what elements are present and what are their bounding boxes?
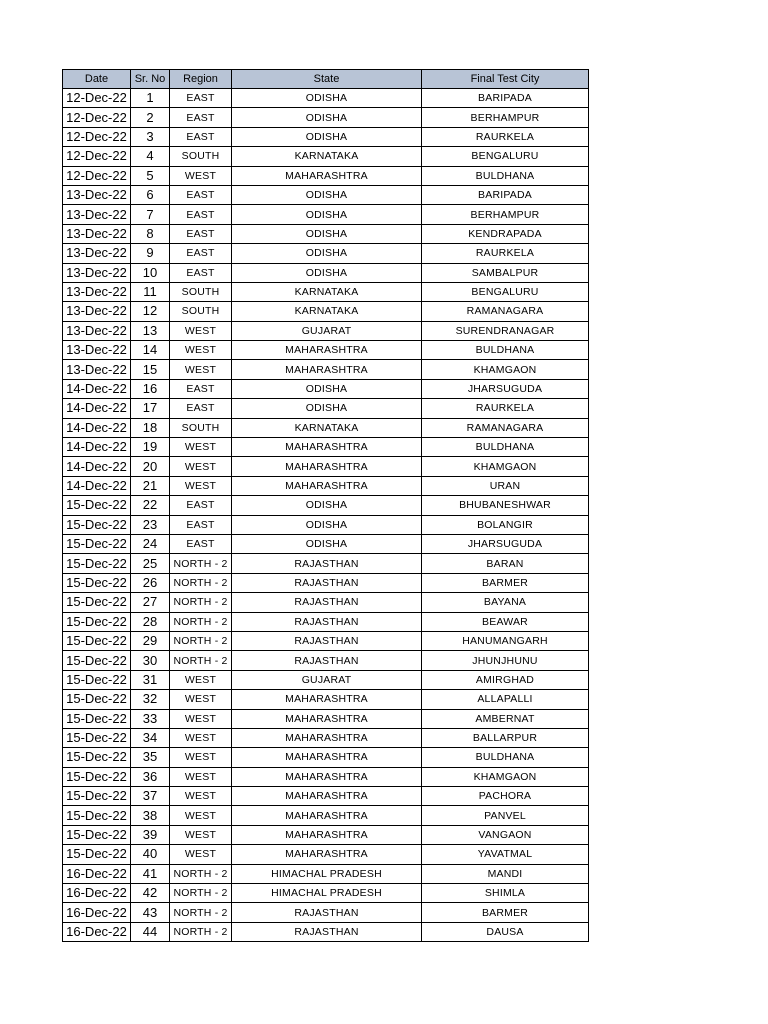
state-cell: RAJASTHAN	[232, 612, 422, 631]
table-row	[63, 922, 589, 941]
date-cell: 12-Dec-22	[63, 166, 131, 185]
table-row	[63, 89, 589, 108]
state-cell: MAHARASHTRA	[232, 438, 422, 457]
state-cell: ODISHA	[232, 515, 422, 534]
state-cell: MAHARASHTRA	[232, 709, 422, 728]
sr-no-cell: 2	[131, 108, 170, 127]
sr-no-cell: 1	[131, 89, 170, 108]
sr-no-cell: 16	[131, 379, 170, 398]
state-cell: HIMACHAL PRADESH	[232, 884, 422, 903]
date-cell: 15-Dec-22	[63, 670, 131, 689]
region-cell: SOUTH	[170, 302, 232, 321]
date-cell: 14-Dec-22	[63, 379, 131, 398]
city-cell: SHIMLA	[422, 884, 589, 903]
sr-no-cell: 33	[131, 709, 170, 728]
city-cell: BALLARPUR	[422, 728, 589, 747]
region-cell: SOUTH	[170, 282, 232, 301]
sr-no-cell: 22	[131, 496, 170, 515]
table-row	[63, 321, 589, 340]
sr-no-cell: 18	[131, 418, 170, 437]
date-cell: 13-Dec-22	[63, 282, 131, 301]
date-cell: 12-Dec-22	[63, 147, 131, 166]
table-row	[63, 903, 589, 922]
date-cell: 15-Dec-22	[63, 748, 131, 767]
table-row	[63, 767, 589, 786]
sr-no-cell: 40	[131, 845, 170, 864]
date-cell: 15-Dec-22	[63, 573, 131, 592]
city-cell: KHAMGAON	[422, 767, 589, 786]
region-cell: NORTH - 2	[170, 631, 232, 650]
city-cell: JHARSUGUDA	[422, 379, 589, 398]
city-cell: BENGALURU	[422, 282, 589, 301]
date-cell: 13-Dec-22	[63, 321, 131, 340]
city-cell: RAMANAGARA	[422, 302, 589, 321]
date-cell: 14-Dec-22	[63, 399, 131, 418]
date-cell: 14-Dec-22	[63, 438, 131, 457]
sr-no-cell: 8	[131, 224, 170, 243]
sr-no-cell: 7	[131, 205, 170, 224]
sr-no-cell: 24	[131, 534, 170, 553]
state-cell: MAHARASHTRA	[232, 728, 422, 747]
sr-no-cell: 34	[131, 728, 170, 747]
table-row	[63, 534, 589, 553]
date-cell: 15-Dec-22	[63, 593, 131, 612]
table-row	[63, 302, 589, 321]
table-row	[63, 360, 589, 379]
city-cell: BAYANA	[422, 593, 589, 612]
region-cell: EAST	[170, 399, 232, 418]
city-cell: URAN	[422, 476, 589, 495]
region-cell: EAST	[170, 127, 232, 146]
state-cell: KARNATAKA	[232, 147, 422, 166]
region-cell: WEST	[170, 670, 232, 689]
region-cell: WEST	[170, 476, 232, 495]
table-row	[63, 593, 589, 612]
state-cell: ODISHA	[232, 399, 422, 418]
sr-no-cell: 29	[131, 631, 170, 650]
table-row	[63, 205, 589, 224]
sr-no-cell: 12	[131, 302, 170, 321]
region-cell: WEST	[170, 728, 232, 747]
table-row	[63, 438, 589, 457]
table-row	[63, 127, 589, 146]
state-cell: RAJASTHAN	[232, 573, 422, 592]
city-cell: BULDHANA	[422, 341, 589, 360]
region-cell: NORTH - 2	[170, 554, 232, 573]
date-cell: 13-Dec-22	[63, 244, 131, 263]
table-row	[63, 263, 589, 282]
state-cell: ODISHA	[232, 244, 422, 263]
date-cell: 16-Dec-22	[63, 884, 131, 903]
sr-no-cell: 38	[131, 806, 170, 825]
region-cell: EAST	[170, 263, 232, 282]
state-cell: RAJASTHAN	[232, 651, 422, 670]
state-cell: RAJASTHAN	[232, 554, 422, 573]
column-header-city: Final Test City	[422, 70, 589, 89]
date-cell: 13-Dec-22	[63, 360, 131, 379]
state-cell: ODISHA	[232, 224, 422, 243]
date-cell: 15-Dec-22	[63, 534, 131, 553]
state-cell: KARNATAKA	[232, 302, 422, 321]
date-cell: 15-Dec-22	[63, 845, 131, 864]
sr-no-cell: 3	[131, 127, 170, 146]
city-cell: JHUNJHUNU	[422, 651, 589, 670]
region-cell: WEST	[170, 787, 232, 806]
date-cell: 15-Dec-22	[63, 728, 131, 747]
city-cell: BHUBANESHWAR	[422, 496, 589, 515]
region-cell: SOUTH	[170, 147, 232, 166]
test-schedule-table	[62, 69, 589, 942]
table-row	[63, 690, 589, 709]
state-cell: MAHARASHTRA	[232, 457, 422, 476]
column-header-sr-no: Sr. No	[131, 70, 170, 89]
state-cell: ODISHA	[232, 263, 422, 282]
sr-no-cell: 9	[131, 244, 170, 263]
table-row	[63, 399, 589, 418]
state-cell: MAHARASHTRA	[232, 825, 422, 844]
state-cell: RAJASTHAN	[232, 922, 422, 941]
table-row	[63, 476, 589, 495]
state-cell: KARNATAKA	[232, 282, 422, 301]
date-cell: 14-Dec-22	[63, 457, 131, 476]
date-cell: 14-Dec-22	[63, 418, 131, 437]
state-cell: HIMACHAL PRADESH	[232, 864, 422, 883]
city-cell: DAUSA	[422, 922, 589, 941]
sr-no-cell: 32	[131, 690, 170, 709]
table-row	[63, 418, 589, 437]
region-cell: EAST	[170, 515, 232, 534]
date-cell: 13-Dec-22	[63, 302, 131, 321]
region-cell: WEST	[170, 748, 232, 767]
city-cell: ALLAPALLI	[422, 690, 589, 709]
state-cell: MAHARASHTRA	[232, 341, 422, 360]
date-cell: 15-Dec-22	[63, 631, 131, 650]
sr-no-cell: 28	[131, 612, 170, 631]
state-cell: ODISHA	[232, 89, 422, 108]
sr-no-cell: 43	[131, 903, 170, 922]
region-cell: WEST	[170, 690, 232, 709]
state-cell: ODISHA	[232, 534, 422, 553]
city-cell: AMBERNAT	[422, 709, 589, 728]
city-cell: PANVEL	[422, 806, 589, 825]
region-cell: NORTH - 2	[170, 573, 232, 592]
state-cell: MAHARASHTRA	[232, 787, 422, 806]
city-cell: SURENDRANAGAR	[422, 321, 589, 340]
region-cell: WEST	[170, 767, 232, 786]
region-cell: EAST	[170, 224, 232, 243]
region-cell: WEST	[170, 321, 232, 340]
sr-no-cell: 14	[131, 341, 170, 360]
state-cell: ODISHA	[232, 496, 422, 515]
region-cell: NORTH - 2	[170, 593, 232, 612]
column-header-state: State	[232, 70, 422, 89]
city-cell: BARMER	[422, 573, 589, 592]
region-cell: EAST	[170, 89, 232, 108]
state-cell: RAJASTHAN	[232, 631, 422, 650]
sr-no-cell: 31	[131, 670, 170, 689]
sr-no-cell: 19	[131, 438, 170, 457]
table-row	[63, 709, 589, 728]
table-body	[63, 89, 589, 942]
sr-no-cell: 25	[131, 554, 170, 573]
city-cell: BERHAMPUR	[422, 108, 589, 127]
table-row	[63, 670, 589, 689]
city-cell: BENGALURU	[422, 147, 589, 166]
region-cell: WEST	[170, 457, 232, 476]
state-cell: GUJARAT	[232, 321, 422, 340]
sr-no-cell: 30	[131, 651, 170, 670]
sr-no-cell: 4	[131, 147, 170, 166]
region-cell: NORTH - 2	[170, 612, 232, 631]
state-cell: MAHARASHTRA	[232, 360, 422, 379]
city-cell: RAURKELA	[422, 127, 589, 146]
table-row	[63, 573, 589, 592]
city-cell: BERHAMPUR	[422, 205, 589, 224]
sr-no-cell: 37	[131, 787, 170, 806]
date-cell: 15-Dec-22	[63, 767, 131, 786]
sr-no-cell: 10	[131, 263, 170, 282]
table-row	[63, 185, 589, 204]
date-cell: 13-Dec-22	[63, 205, 131, 224]
date-cell: 13-Dec-22	[63, 263, 131, 282]
date-cell: 12-Dec-22	[63, 108, 131, 127]
date-cell: 12-Dec-22	[63, 89, 131, 108]
state-cell: ODISHA	[232, 205, 422, 224]
table-row	[63, 166, 589, 185]
state-cell: MAHARASHTRA	[232, 845, 422, 864]
sr-no-cell: 44	[131, 922, 170, 941]
date-cell: 15-Dec-22	[63, 690, 131, 709]
table-row	[63, 612, 589, 631]
city-cell: SAMBALPUR	[422, 263, 589, 282]
region-cell: WEST	[170, 360, 232, 379]
sr-no-cell: 26	[131, 573, 170, 592]
city-cell: BARAN	[422, 554, 589, 573]
region-cell: EAST	[170, 496, 232, 515]
city-cell: BEAWAR	[422, 612, 589, 631]
table-row	[63, 631, 589, 650]
table-row	[63, 282, 589, 301]
city-cell: PACHORA	[422, 787, 589, 806]
state-cell: ODISHA	[232, 108, 422, 127]
sr-no-cell: 27	[131, 593, 170, 612]
sr-no-cell: 5	[131, 166, 170, 185]
region-cell: EAST	[170, 244, 232, 263]
state-cell: RAJASTHAN	[232, 903, 422, 922]
sr-no-cell: 41	[131, 864, 170, 883]
date-cell: 15-Dec-22	[63, 612, 131, 631]
date-cell: 16-Dec-22	[63, 864, 131, 883]
column-header-date: Date	[63, 70, 131, 89]
sr-no-cell: 42	[131, 884, 170, 903]
city-cell: JHARSUGUDA	[422, 534, 589, 553]
region-cell: NORTH - 2	[170, 884, 232, 903]
sr-no-cell: 20	[131, 457, 170, 476]
region-cell: WEST	[170, 438, 232, 457]
state-cell: ODISHA	[232, 185, 422, 204]
region-cell: WEST	[170, 166, 232, 185]
sr-no-cell: 17	[131, 399, 170, 418]
date-cell: 15-Dec-22	[63, 554, 131, 573]
table-row	[63, 884, 589, 903]
sr-no-cell: 21	[131, 476, 170, 495]
date-cell: 15-Dec-22	[63, 709, 131, 728]
table-row	[63, 806, 589, 825]
region-cell: EAST	[170, 534, 232, 553]
state-cell: GUJARAT	[232, 670, 422, 689]
table-row	[63, 147, 589, 166]
table-row	[63, 787, 589, 806]
column-header-region: Region	[170, 70, 232, 89]
table-row	[63, 341, 589, 360]
state-cell: ODISHA	[232, 379, 422, 398]
state-cell: RAJASTHAN	[232, 593, 422, 612]
table-row	[63, 379, 589, 398]
city-cell: BARMER	[422, 903, 589, 922]
table-row	[63, 651, 589, 670]
state-cell: ODISHA	[232, 127, 422, 146]
table-row	[63, 224, 589, 243]
city-cell: KHAMGAON	[422, 360, 589, 379]
date-cell: 15-Dec-22	[63, 651, 131, 670]
table-row	[63, 554, 589, 573]
table-row	[63, 108, 589, 127]
sr-no-cell: 15	[131, 360, 170, 379]
table-row	[63, 457, 589, 476]
date-cell: 15-Dec-22	[63, 825, 131, 844]
header-row	[63, 70, 589, 89]
city-cell: MANDI	[422, 864, 589, 883]
date-cell: 13-Dec-22	[63, 224, 131, 243]
sr-no-cell: 35	[131, 748, 170, 767]
date-cell: 13-Dec-22	[63, 341, 131, 360]
date-cell: 16-Dec-22	[63, 903, 131, 922]
table-row	[63, 748, 589, 767]
sr-no-cell: 23	[131, 515, 170, 534]
date-cell: 13-Dec-22	[63, 185, 131, 204]
date-cell: 12-Dec-22	[63, 127, 131, 146]
city-cell: RAURKELA	[422, 244, 589, 263]
region-cell: WEST	[170, 845, 232, 864]
state-cell: MAHARASHTRA	[232, 166, 422, 185]
city-cell: KENDRAPADA	[422, 224, 589, 243]
city-cell: BOLANGIR	[422, 515, 589, 534]
date-cell: 15-Dec-22	[63, 787, 131, 806]
region-cell: NORTH - 2	[170, 922, 232, 941]
city-cell: BULDHANA	[422, 438, 589, 457]
city-cell: BARIPADA	[422, 89, 589, 108]
state-cell: MAHARASHTRA	[232, 806, 422, 825]
city-cell: BARIPADA	[422, 185, 589, 204]
date-cell: 15-Dec-22	[63, 496, 131, 515]
region-cell: WEST	[170, 709, 232, 728]
table-row	[63, 496, 589, 515]
region-cell: WEST	[170, 806, 232, 825]
state-cell: MAHARASHTRA	[232, 690, 422, 709]
region-cell: SOUTH	[170, 418, 232, 437]
sr-no-cell: 13	[131, 321, 170, 340]
region-cell: EAST	[170, 108, 232, 127]
sr-no-cell: 6	[131, 185, 170, 204]
region-cell: NORTH - 2	[170, 651, 232, 670]
table-row	[63, 845, 589, 864]
region-cell: EAST	[170, 205, 232, 224]
state-cell: MAHARASHTRA	[232, 748, 422, 767]
city-cell: KHAMGAON	[422, 457, 589, 476]
city-cell: RAMANAGARA	[422, 418, 589, 437]
city-cell: VANGAON	[422, 825, 589, 844]
region-cell: EAST	[170, 185, 232, 204]
date-cell: 14-Dec-22	[63, 476, 131, 495]
date-cell: 16-Dec-22	[63, 922, 131, 941]
city-cell: AMIRGHAD	[422, 670, 589, 689]
table-row	[63, 825, 589, 844]
region-cell: NORTH - 2	[170, 903, 232, 922]
table-row	[63, 728, 589, 747]
date-cell: 15-Dec-22	[63, 515, 131, 534]
table-row	[63, 515, 589, 534]
table-header	[63, 70, 589, 89]
city-cell: RAURKELA	[422, 399, 589, 418]
state-cell: MAHARASHTRA	[232, 767, 422, 786]
sr-no-cell: 11	[131, 282, 170, 301]
date-cell: 15-Dec-22	[63, 806, 131, 825]
city-cell: BULDHANA	[422, 166, 589, 185]
city-cell: BULDHANA	[422, 748, 589, 767]
sr-no-cell: 39	[131, 825, 170, 844]
state-cell: MAHARASHTRA	[232, 476, 422, 495]
table-row	[63, 864, 589, 883]
region-cell: EAST	[170, 379, 232, 398]
state-cell: KARNATAKA	[232, 418, 422, 437]
region-cell: WEST	[170, 825, 232, 844]
sr-no-cell: 36	[131, 767, 170, 786]
city-cell: HANUMANGARH	[422, 631, 589, 650]
region-cell: WEST	[170, 341, 232, 360]
region-cell: NORTH - 2	[170, 864, 232, 883]
table-row	[63, 244, 589, 263]
city-cell: YAVATMAL	[422, 845, 589, 864]
